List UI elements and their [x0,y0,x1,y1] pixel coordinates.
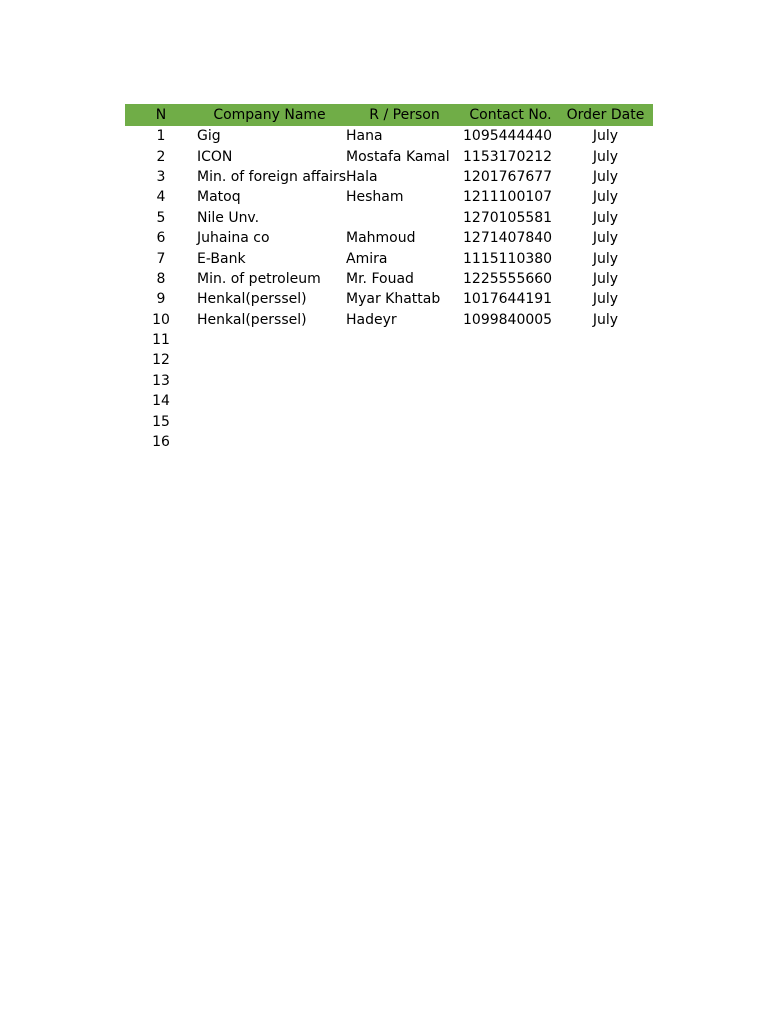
cell-n: 1 [156,128,166,145]
cell-n: 12 [152,352,170,369]
cell-order-date: July [592,270,619,287]
cell-n: 9 [156,291,166,308]
cell-contact-no: 1017644191 [463,291,553,308]
cell-n: 11 [152,332,170,349]
table-row [125,310,653,330]
header-order-date: Order Date [566,107,645,123]
cell-person: Mr. Fouad [346,270,414,287]
table-row [125,146,653,166]
cell-person: Hana [346,128,383,145]
cell-person: Hala [346,168,378,185]
table-row [125,289,653,309]
cell-company-name: Min. of foreign affairs [197,168,347,185]
table-row [125,432,653,452]
table-body [125,126,653,452]
cell-contact-no: 1225555660 [463,270,553,287]
cell-company-name: Henkal(perssel) [197,311,307,328]
cell-company-name: Nile Unv. [197,209,260,226]
cell-person: Hesham [346,189,404,206]
cell-n: 14 [152,393,170,410]
cell-n: 13 [152,372,170,389]
cell-order-date: July [592,250,619,267]
cell-person: Amira [346,250,388,267]
header-person: R / Person [369,107,440,123]
table-row [125,350,653,370]
cell-n: 6 [156,230,166,247]
table-row [125,167,653,187]
order-table [125,104,653,452]
cell-company-name: Henkal(perssel) [197,291,307,308]
cell-contact-no: 1153170212 [463,148,553,165]
cell-contact-no: 1270105581 [463,209,553,226]
cell-contact-no: 1099840005 [463,311,553,328]
table-row [125,269,653,289]
cell-company-name: Matoq [197,189,241,206]
cell-person: Myar Khattab [346,291,441,308]
cell-n: 15 [152,413,170,430]
cell-contact-no: 1115110380 [463,250,553,267]
cell-order-date: July [592,128,619,145]
cell-person: Mostafa Kamal [346,148,450,165]
table-row [125,187,653,207]
table-row [125,126,653,146]
cell-contact-no: 1095444440 [463,128,553,145]
cell-contact-no: 1271407840 [463,230,553,247]
cell-company-name: Gig [197,128,221,145]
cell-n: 3 [156,168,166,185]
cell-company-name: Juhaina co [197,230,270,247]
cell-person: Hadeyr [346,311,397,328]
cell-company-name: ICON [197,148,233,165]
cell-person: Mahmoud [346,230,416,247]
header-contact-no: Contact No. [469,107,552,123]
cell-order-date: July [592,189,619,206]
cell-order-date: July [592,230,619,247]
cell-order-date: July [592,209,619,226]
header-company-name: Company Name [213,107,326,123]
table-row [125,411,653,431]
table-row [125,248,653,268]
cell-n: 2 [156,148,166,165]
cell-contact-no: 1211100107 [463,189,553,206]
table-row [125,371,653,391]
table-row [125,330,653,350]
cell-company-name: Min. of petroleum [197,270,321,287]
cell-n: 5 [156,209,166,226]
cell-order-date: July [592,168,619,185]
cell-n: 7 [156,250,166,267]
table-header-row [125,104,653,126]
cell-order-date: July [592,291,619,308]
cell-n: 8 [156,270,166,287]
cell-n: 4 [156,189,166,206]
cell-company-name: E-Bank [197,250,246,267]
table-row [125,228,653,248]
header-n: N [155,107,167,123]
table-row [125,391,653,411]
cell-order-date: July [592,311,619,328]
cell-order-date: July [592,148,619,165]
table-row [125,208,653,228]
cell-n: 16 [152,434,170,451]
cell-contact-no: 1201767677 [463,168,553,185]
cell-n: 10 [152,311,170,328]
